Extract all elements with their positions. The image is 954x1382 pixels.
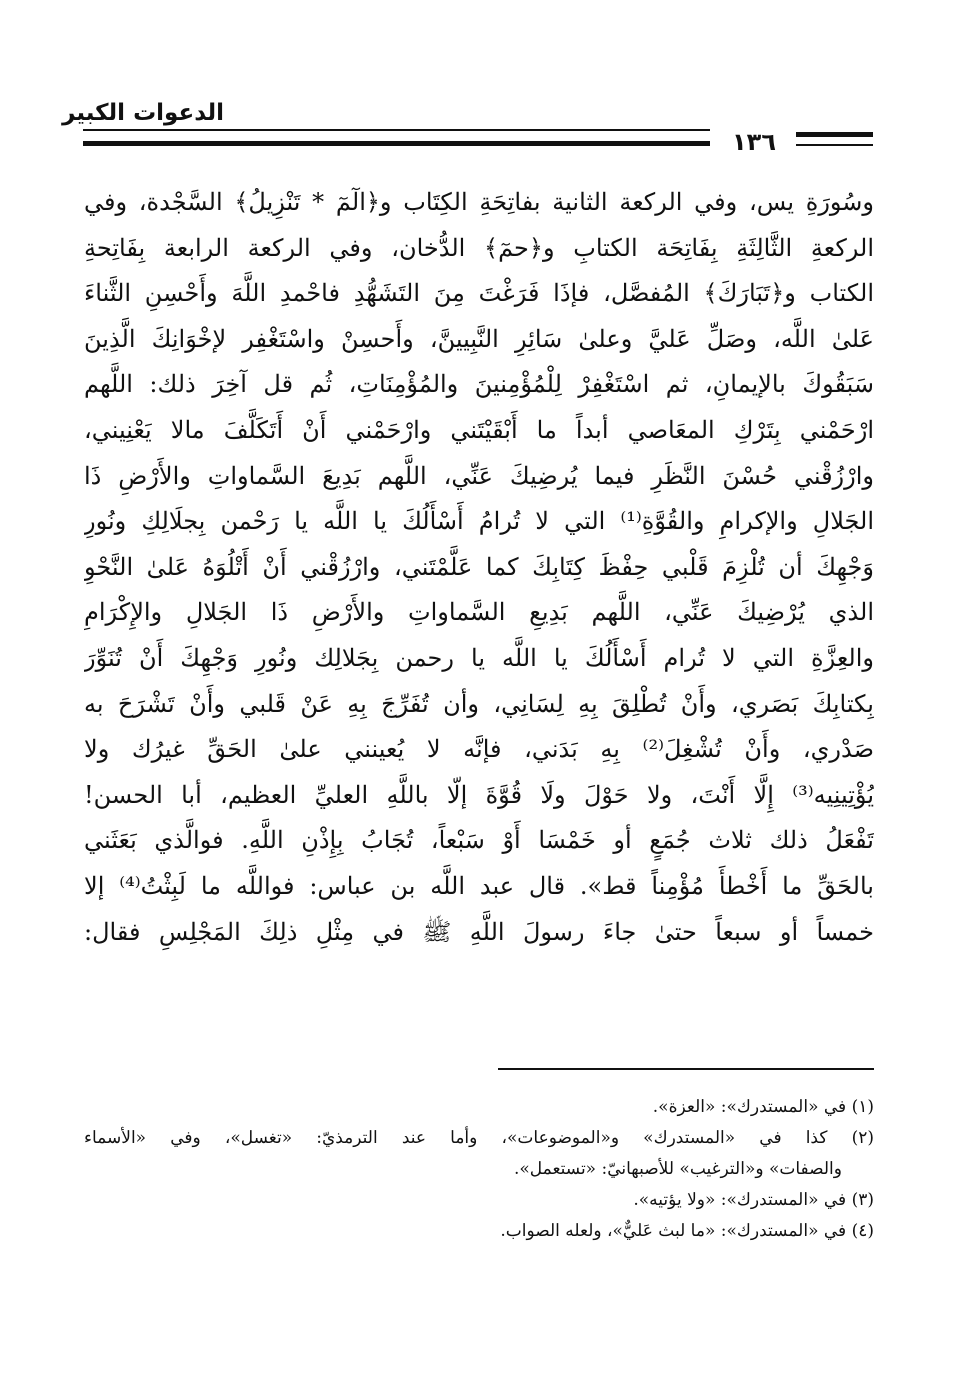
text-line: بالحَقِّ ما أَخْطأَ مُؤْمِناً قط». قال عبد اللَّه بن عباس: فواللَّه ما لَبِثْتُ⁽⁴⁾ إلا (84, 871, 874, 900)
header-rule-right-lower (796, 144, 873, 146)
text-line: ارْحَمْني بِتَرْكِ المعَاصي أبداً ما أَبْقَيْتَني وارْحَمْني أَنْ أَتَكَلَّفَ مالا يَعْنِيني، (84, 415, 874, 444)
main-text (84, 180, 874, 955)
text-line: وَجْهِكَ أن تُلْزِمَ قَلْبي حِفْظَ كِتَابِكَ كما عَلَّمْتَني، وارْزُقْني أَنْ أَتْلُوَهُ عَلىٰ النَّحْوِ (84, 552, 874, 581)
footnote-1: (١) في «المستدرك»: «العزة». (652, 1097, 874, 1117)
text-line: يُؤْتِينِيه⁽³⁾ إِلَّا أَنْتَ، ولا حَوْلَ ولَا قُوَّةَ إلّا باللَّهِ العليِّ العظيم، أبا الحسن! (84, 780, 874, 809)
text-line: صَدْري، وأَنْ تُشْغِلَ⁽²⁾ بِهِ بَدَني، فإنَّه لا يُعينني علىٰ الحَقِّ غيرُك ولا (84, 735, 874, 764)
footnote-2-continued: والصفات» و«الترغيب» للأصبهانيّ: «تستعمل». (513, 1159, 842, 1179)
footnotes (84, 1092, 874, 1247)
text-line: الذي يُرْضِيكَ عَنِّي، اللَّهم بَدِيعِ السَّماواتِ والأَرْضِ ذَا الجَلالِ والإِكْرَامِ (84, 598, 874, 627)
text-line: وارْزُقْني حُسْنَ النَّظَرِ فيما يُرضِيكَ عَنِّي، اللَّهم بَدِيعَ السَّماواتِ والأَرْضِ ذَا (84, 461, 874, 490)
page-number: ١٣٦ (732, 128, 776, 156)
footnote-2: (٢) كذا في «المستدرك» و«الموضوعات»، وأما عند الترمذيّ: «تغسل»، وفي «الأسماء (84, 1128, 874, 1148)
text-line: بِكتابِكَ بَصَري، وأَنْ تُطْلِقَ بِهِ لِسَانِي، وأن تُفَرِّجَ بِهِ عَنْ قَلبي وأَنْ تَشْرَحَ به (84, 689, 874, 718)
header-rule-left-lower (83, 141, 710, 146)
text-line: وسُورَةِ يس، وفي الركعة الثانية بفاتِحَةِ الكِتَاب و﴿الٓمٓ * تَنْزِيلُ﴾ السَّجْدة، وفي (84, 188, 874, 216)
text-line: سَبَقُوكَ بالإيمانِ، ثم اسْتَغْفِرْ لِلْمُؤْمِنينَ والمُؤْمِنَاتِ، ثُم قل آخِرَ ذلك: اللَّهم (84, 370, 874, 399)
text-line: الكتاب و﴿تَبَارَكَ﴾ المُفصَّل، فإذَا فَرَغْتَ مِنَ التَشَهُّدِ فاحْمدِ اللَّهَ وأَحْسِنِ الثَّناءَ (84, 279, 874, 308)
text-line: الجَلالِ والإكرامِ والقُوَّةِ⁽¹⁾ التي لا تُرامُ أَسْأَلُكَ يا اللَّه يا رَحْمن بِجلَالِكِ ونُورِ (84, 507, 874, 536)
header-rule-right-upper (796, 132, 873, 137)
text-line: تَفْعَلُ ذلك ثلاث جُمَعٍ أو خَمْسَا أَوْ سَبْعاً، تُجَابُ بِإِذْنِ اللَّهِ. فوالَّذي بَعَثَني (84, 826, 874, 855)
text-line: والعِزَّةِ التي لا تُرام أَسْأَلُكَ يا اللَّه يا رحمن بِجَلالِك ونُورِ وَجْهِكَ أَنْ تُنَوِّرَ (84, 643, 874, 672)
text-line: الركعةِ الثَّالِثَةِ بِفَاتِحَة الكتابِ و﴿حمٓ﴾ الدُّخان، وفي الركعة الرابعة بِفَاتِحةِ (84, 233, 874, 262)
footnote-divider (498, 1068, 874, 1070)
text-line: عَلىٰ اللَّه، وصَلِّ عَليَّ وعلىٰ سَائِرِ النَّبِيينَّ، وأَحسِنْ واسْتَغْفِر لإخْوَانِكَ الَّذِينَ (84, 324, 874, 353)
running-title: الدعوات الكبير (62, 100, 224, 126)
text-line: خمساً أو سبعاً حتىٰ جاءَ رسولَ اللَّهِ ﷺ في مِثْلِ ذلِكَ المَجْلِسِ فقال: (84, 917, 874, 946)
footnote-3: (٣) في «المستدرك»: «ولا يؤتيه». (633, 1190, 874, 1210)
footnote-4: (٤) في «المستدرك»: «ما لبث عَليٌّ»، ولعله الصواب. (500, 1221, 874, 1241)
header-rule-left-upper (83, 129, 710, 131)
